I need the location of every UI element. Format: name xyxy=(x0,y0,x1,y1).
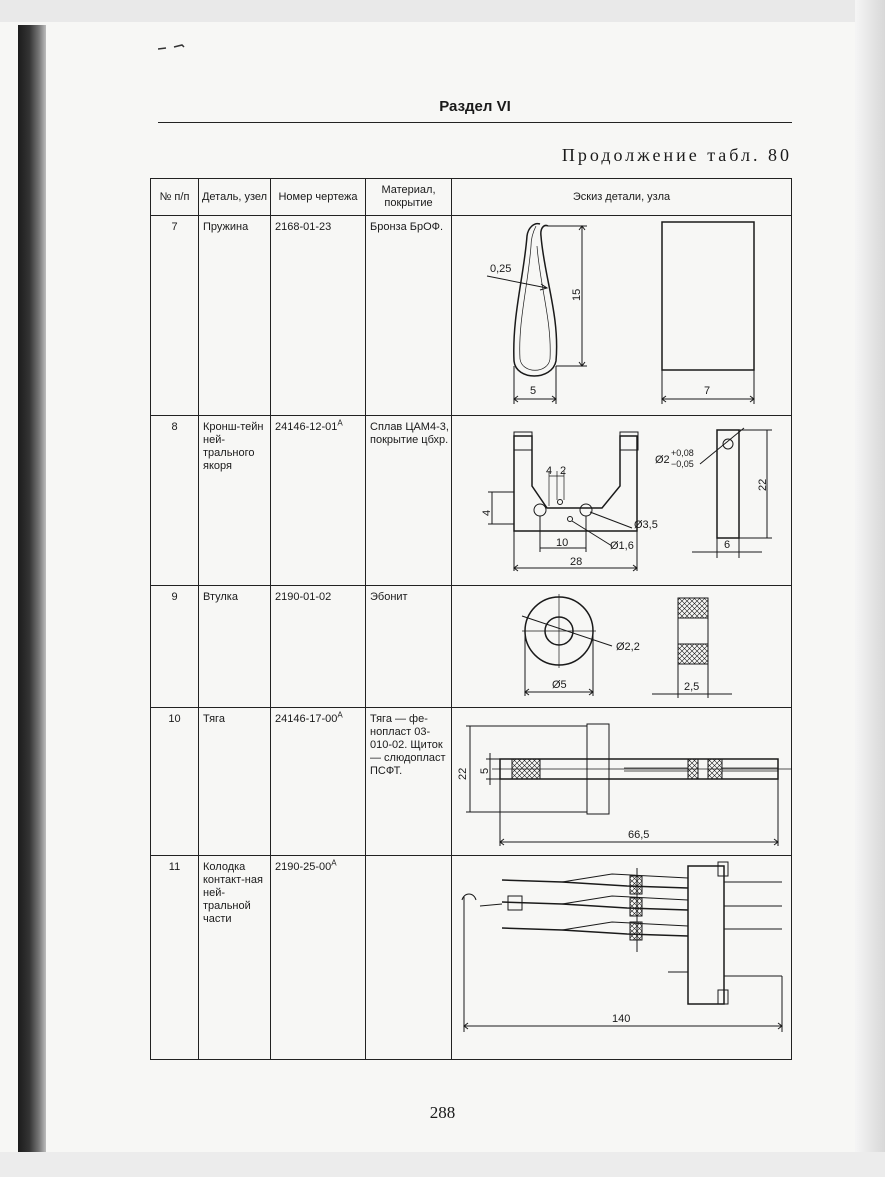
spring-side-view xyxy=(662,222,754,370)
table-row xyxy=(151,708,792,856)
part-name: Кронш-тейн ней-трального якоря xyxy=(203,421,264,472)
scan-bottom-edge xyxy=(0,1152,885,1177)
book-spine-shadow xyxy=(18,25,46,1177)
dim-width: 6 xyxy=(724,539,731,551)
dim-length: 140 xyxy=(612,1013,631,1025)
table-header-row xyxy=(151,179,792,216)
section-title: Раздел VI xyxy=(439,98,511,115)
col-header-sketch: Эскиз детали, узла xyxy=(452,179,792,216)
sketch-bushing xyxy=(452,586,792,708)
dim-d1: 4 xyxy=(546,465,553,477)
part-name: Тяга xyxy=(203,713,225,725)
scan-speck-mark xyxy=(158,44,192,50)
dim-d5: 28 xyxy=(570,556,583,568)
material: Тяга — фе-нопласт 03-010-02. Щиток — слюдопласт ПСФТ. xyxy=(370,713,446,777)
table-row xyxy=(151,416,792,586)
dim-length: 66,5 xyxy=(628,829,650,841)
dim-height: 22 xyxy=(757,478,769,491)
dim-hole3: Ø2 xyxy=(655,454,670,466)
part-name: Колодка контакт-ная ней-тральной части xyxy=(203,861,263,925)
table-row xyxy=(151,216,792,416)
row-number: 9 xyxy=(171,591,178,603)
dim-d2: 2 xyxy=(560,465,567,477)
material xyxy=(366,856,451,861)
part-name: Втулка xyxy=(203,591,238,603)
scan-top-edge xyxy=(0,0,885,22)
col-header-no: № п/п xyxy=(151,179,199,216)
table-row xyxy=(151,856,792,1060)
dim-hole2: Ø1,6 xyxy=(610,540,634,552)
dim-height: 22 xyxy=(457,767,469,780)
dim-inner: Ø2,2 xyxy=(616,641,640,653)
drawing-number: 2168-01-23 xyxy=(275,221,332,233)
page-number: 288 xyxy=(429,1103,456,1122)
sketch-bracket xyxy=(452,416,792,586)
row-number: 11 xyxy=(168,861,181,873)
sketch-contact-block xyxy=(452,856,792,1060)
spring-drawing xyxy=(452,216,797,416)
bushing-drawing xyxy=(452,586,797,708)
bracket-drawing xyxy=(452,416,797,586)
row-number: 7 xyxy=(171,221,178,233)
drawing-number: $24146-12-01^A$ xyxy=(275,418,343,433)
material: Бронза БрОФ. xyxy=(370,221,444,233)
dim-flange: 5 xyxy=(479,767,491,774)
dim-outer: Ø5 xyxy=(552,679,567,691)
rod-drawing xyxy=(452,708,797,856)
material: Сплав ЦАМ4-3, покрытие цбхр. xyxy=(370,421,449,446)
part-name: Пружина xyxy=(203,221,249,233)
scan-right-edge xyxy=(855,0,885,1177)
dim-d4: 10 xyxy=(556,537,569,549)
table-continuation-caption: Продолжение табл. 80 xyxy=(561,145,792,165)
dim-side-width: 7 xyxy=(704,385,711,397)
drawing-number: $2190-25-00^A$ xyxy=(275,858,337,873)
row-number: 8 xyxy=(171,421,178,433)
dim-hole1: Ø3,5 xyxy=(634,519,658,531)
col-header-material: Материал, покрытие xyxy=(366,179,452,216)
dim-thickness: 0,25 xyxy=(490,263,512,275)
dim-height: 15 xyxy=(571,288,583,301)
header-rule xyxy=(158,122,792,123)
dim-thick: 2,5 xyxy=(684,681,700,693)
sketch-spring xyxy=(452,216,792,416)
dim-d3: 4 xyxy=(481,509,493,516)
dim-width: 5 xyxy=(530,385,537,397)
col-header-part: Деталь, узел xyxy=(199,179,271,216)
row-number: 10 xyxy=(168,713,181,725)
bracket-side-view xyxy=(717,430,739,538)
sketch-rod xyxy=(452,708,792,856)
table-row xyxy=(151,586,792,708)
dim-tol-up: +0,08 xyxy=(671,448,694,458)
col-header-drawing: Номер чертежа xyxy=(271,179,366,216)
material: Эбонит xyxy=(370,591,408,603)
contact-block-drawing xyxy=(452,856,797,1060)
dim-tol-down: −0,05 xyxy=(671,459,694,469)
block-body xyxy=(688,866,724,1004)
drawing-number: $24146-17-00^A$ xyxy=(275,710,343,725)
parts-table xyxy=(150,178,792,1060)
drawing-number: 2190-01-02 xyxy=(275,591,332,603)
